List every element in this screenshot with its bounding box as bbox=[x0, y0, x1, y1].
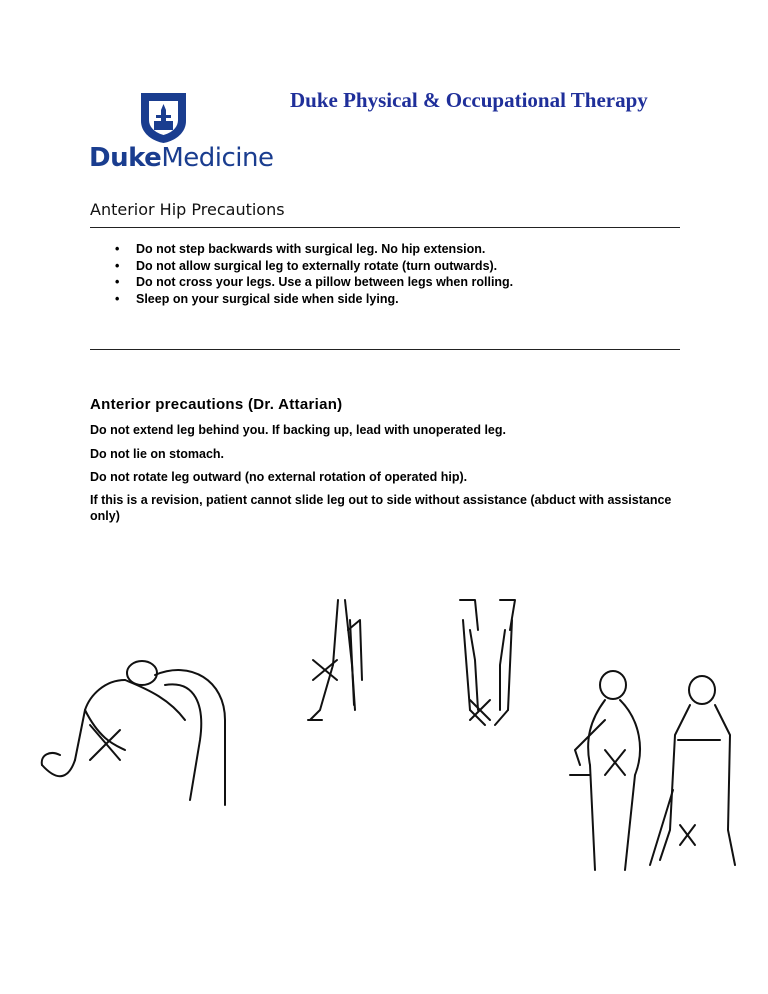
instruction-line: Do not extend leg behind you. If backing up, lead with unoperated leg. bbox=[90, 423, 506, 437]
list-item: • Sleep on your surgical side when side lying. bbox=[115, 291, 513, 308]
section-heading: Anterior Hip Precautions bbox=[90, 200, 285, 219]
walker-figure-illustration bbox=[650, 676, 735, 865]
instruction-line: Do not lie on stomach. bbox=[90, 447, 225, 461]
page-title: Duke Physical & Occupational Therapy bbox=[290, 88, 648, 112]
list-item: • Do not step backwards with surgical leg. No hip extension. bbox=[115, 241, 513, 258]
standing-crutches-figure-illustration bbox=[460, 600, 515, 725]
divider bbox=[90, 349, 680, 350]
illustration-strip bbox=[30, 590, 750, 890]
reclining-figure-illustration bbox=[42, 661, 225, 805]
instruction-line: Do not rotate leg outward (no external rotation of operated hip). bbox=[90, 470, 468, 484]
list-item: • Do not cross your legs. Use a pillow between legs when rolling. bbox=[115, 274, 513, 291]
duke-medicine-wordmark: DukeMedicine bbox=[89, 143, 274, 173]
turning-figure-illustration bbox=[570, 671, 640, 870]
subsection-heading: Anterior precautions (Dr. Attarian) bbox=[90, 396, 343, 413]
duke-shield-logo-icon bbox=[139, 91, 188, 144]
precaution-list bbox=[115, 241, 513, 307]
instruction-line: If this is a revision, patient cannot slide leg out to side without assistance (abduct with assistance only) bbox=[90, 493, 672, 523]
list-item: • Do not allow surgical leg to externally rotate (turn outwards). bbox=[115, 258, 513, 275]
divider bbox=[90, 227, 680, 228]
side-walking-figure-illustration bbox=[308, 600, 362, 720]
